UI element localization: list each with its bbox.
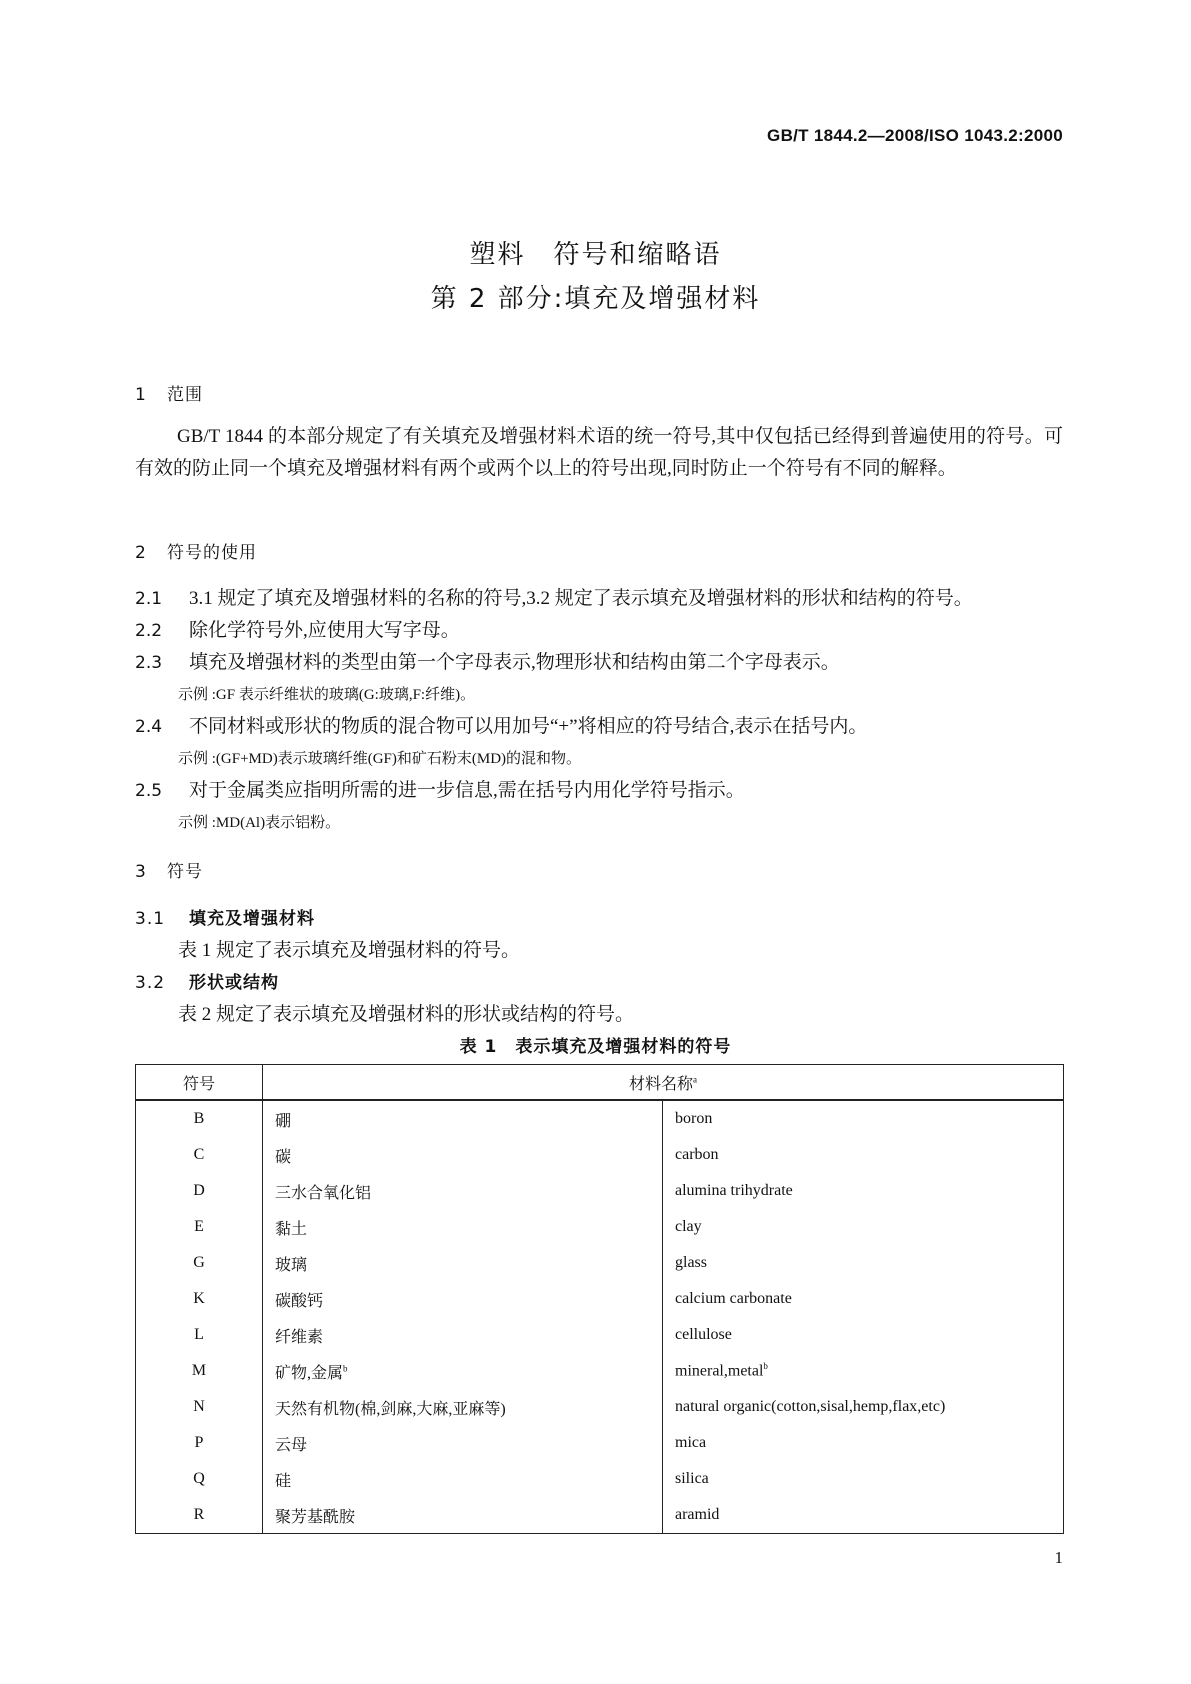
english-name-cell-text: silica: [675, 1470, 709, 1487]
symbol-cell-text: B: [193, 1110, 205, 1127]
chinese-name-cell-text: 碳: [275, 1148, 292, 1166]
chinese-name-cell-text: 碳酸钙: [275, 1292, 324, 1310]
table-1-caption: 表 1 表示填充及增强材料的符号: [459, 1037, 732, 1057]
subsection-title: 形状或结构: [189, 973, 279, 993]
symbol-cell-text: E: [194, 1218, 204, 1235]
english-name-cell-text: mica: [675, 1434, 707, 1451]
header-material-name: [263, 1065, 1064, 1101]
chinese-name-cell: [263, 1281, 663, 1317]
chinese-name-cell: [263, 1497, 663, 1534]
symbol-cell: [136, 1281, 263, 1317]
english-name-cell: [663, 1245, 1064, 1281]
scope-text: GB/T 1844 的本部分规定了有关填充及增强材料术语的统一符号,其中仅包括已经得到普遍使用的符号。可有效的防止同一个填充及增强材料有两个或两个以上的符号出现,同时防止一个符号有不同的解释。: [135, 426, 1063, 479]
symbol-cell-text: M: [191, 1362, 207, 1379]
page-number: 1: [1054, 1548, 1063, 1567]
section-title: 符号: [167, 862, 203, 882]
english-name-cell-text: calcium carbonate: [675, 1290, 792, 1307]
section-3-heading: [135, 857, 203, 882]
chinese-name-cell: [263, 1245, 663, 1281]
standard-number: GB/T 1844.2—2008/ISO 1043.2:2000: [767, 126, 1063, 145]
chinese-name-cell-text: 聚芳基酰胺: [275, 1508, 356, 1526]
symbol-cell: [136, 1425, 263, 1461]
english-name-cell-text: alumina trihydrate: [675, 1182, 793, 1199]
symbol-cell-text: L: [194, 1326, 204, 1343]
subsection-3-1-text: 表 1 规定了表示填充及增强材料的符号。: [178, 940, 521, 961]
symbol-cell-text: R: [193, 1506, 205, 1523]
english-name-cell: [663, 1497, 1064, 1534]
symbol-cell-text: N: [193, 1398, 205, 1415]
document-title: 塑料 符号和缩略语: [469, 240, 722, 270]
table-row: [136, 1281, 1064, 1317]
chinese-name-cell-text: 三水合氧化铝: [275, 1184, 372, 1202]
clause-number: 2.4: [135, 717, 163, 737]
document-subtitle: 第 2 部分:填充及增强材料: [430, 284, 761, 314]
section-1-heading: [135, 380, 203, 405]
clause-2-3: [135, 647, 840, 674]
subsection-3-1-heading: [135, 904, 315, 929]
english-name-cell-text: mineral,metal: [675, 1362, 764, 1380]
chinese-name-cell: [263, 1209, 663, 1245]
symbol-cell: [136, 1389, 263, 1425]
symbol-cell: [136, 1461, 263, 1497]
example-2-4: 示例 :(GF+MD)表示玻璃纤维(GF)和矿石粉末(MD)的混和物。: [178, 751, 582, 767]
subsection-number: 3.2: [135, 973, 166, 993]
symbol-cell: [136, 1137, 263, 1173]
symbol-cell: [136, 1209, 263, 1245]
table-row: [136, 1245, 1064, 1281]
footnote-marker: a: [693, 1074, 697, 1085]
table-1: [135, 1064, 1064, 1534]
section-number: 1: [135, 385, 147, 405]
chinese-name-cell-text: 硅: [275, 1472, 292, 1490]
symbol-cell-text: P: [194, 1434, 204, 1451]
clause-text: 填充及增强材料的类型由第一个字母表示,物理形状和结构由第二个字母表示。: [189, 652, 840, 673]
chinese-name-cell: [263, 1461, 663, 1497]
chinese-name-cell-text: 纤维素: [275, 1328, 324, 1346]
english-name-cell-text: carbon: [675, 1146, 719, 1163]
chinese-name-cell-text: 云母: [275, 1436, 308, 1454]
table-header-row: [136, 1065, 1064, 1101]
chinese-name-cell-text: 硼: [275, 1112, 292, 1130]
chinese-name-cell: [263, 1425, 663, 1461]
english-name-cell-text: cellulose: [675, 1326, 732, 1343]
section-number: 3: [135, 862, 147, 882]
symbol-cell: [136, 1173, 263, 1209]
english-name-cell-text: glass: [675, 1254, 707, 1271]
header-symbol: 符号: [136, 1065, 263, 1101]
table-row: [136, 1100, 1064, 1137]
table-row: [136, 1209, 1064, 1245]
clause-number: 2.5: [135, 781, 163, 801]
english-name-cell-text: aramid: [675, 1506, 720, 1523]
clause-number: 2.1: [135, 589, 163, 609]
clause-text: 对于金属类应指明所需的进一步信息,需在括号内用化学符号指示。: [189, 780, 745, 801]
chinese-name-cell: [263, 1137, 663, 1173]
symbol-cell: [136, 1353, 263, 1389]
table-row: [136, 1137, 1064, 1173]
table-row: [136, 1317, 1064, 1353]
table-row: [136, 1497, 1064, 1534]
chinese-name-cell-text: 黏土: [275, 1220, 308, 1238]
symbol-cell: [136, 1317, 263, 1353]
subsection-title: 填充及增强材料: [189, 909, 315, 929]
table-body: [136, 1100, 1064, 1534]
chinese-name-cell-text: 矿物,金属: [275, 1364, 344, 1382]
chinese-name-cell-text: 天然有机物(棉,剑麻,大麻,亚麻等): [275, 1400, 506, 1418]
footnote-marker: b: [343, 1363, 348, 1374]
symbol-cell-text: C: [193, 1146, 205, 1163]
symbol-cell-text: K: [193, 1290, 205, 1307]
clause-2-1: [135, 583, 973, 610]
table-row: [136, 1173, 1064, 1209]
chinese-name-cell: [263, 1100, 663, 1137]
chinese-name-cell: [263, 1353, 663, 1389]
english-name-cell-text: natural organic(cotton,sisal,hemp,flax,etc): [675, 1398, 946, 1415]
clause-text: 3.1 规定了填充及增强材料的名称的符号,3.2 规定了表示填充及增强材料的形状和结构的符号。: [189, 588, 973, 609]
table-row: [136, 1389, 1064, 1425]
clause-2-4: [135, 711, 867, 738]
footnote-marker: b: [763, 1361, 768, 1372]
clause-number: 2.2: [135, 621, 163, 641]
chinese-name-cell: [263, 1389, 663, 1425]
english-name-cell: [663, 1461, 1064, 1497]
english-name-cell: [663, 1173, 1064, 1209]
clause-2-2: [135, 615, 460, 642]
clause-2-5: [135, 775, 745, 802]
section-title: 符号的使用: [167, 543, 257, 563]
section-2-heading: [135, 538, 257, 563]
chinese-name-cell: [263, 1173, 663, 1209]
chinese-name-cell: [263, 1317, 663, 1353]
symbol-cell: [136, 1497, 263, 1534]
subsection-number: 3.1: [135, 909, 166, 929]
header-material-name-text: 材料名称: [628, 1075, 693, 1093]
symbol-cell-text: Q: [193, 1470, 205, 1487]
table-row: [136, 1461, 1064, 1497]
section-number: 2: [135, 543, 147, 563]
english-name-cell: [663, 1209, 1064, 1245]
symbol-cell: [136, 1245, 263, 1281]
english-name-cell: [663, 1100, 1064, 1137]
symbol-cell-text: G: [193, 1254, 205, 1271]
english-name-cell: [663, 1317, 1064, 1353]
table-row: [136, 1425, 1064, 1461]
clause-text: 不同材料或形状的物质的混合物可以用加号“+”将相应的符号结合,表示在括号内。: [189, 716, 868, 737]
english-name-cell: [663, 1281, 1064, 1317]
chinese-name-cell-text: 玻璃: [275, 1256, 308, 1274]
english-name-cell: [663, 1137, 1064, 1173]
english-name-cell: [663, 1425, 1064, 1461]
subsection-3-2-heading: [135, 968, 279, 993]
scope-paragraph: [135, 421, 1063, 485]
english-name-cell: [663, 1353, 1064, 1389]
example-2-3: 示例 :GF 表示纤维状的玻璃(G:玻璃,F:纤维)。: [178, 687, 476, 703]
symbol-cell: [136, 1100, 263, 1137]
section-title: 范围: [167, 385, 203, 405]
table-row: [136, 1353, 1064, 1389]
clause-text: 除化学符号外,应使用大写字母。: [189, 620, 460, 641]
subsection-3-2-text: 表 2 规定了表示填充及增强材料的形状或结构的符号。: [178, 1004, 635, 1025]
english-name-cell: [663, 1389, 1064, 1425]
english-name-cell-text: clay: [675, 1218, 702, 1235]
clause-number: 2.3: [135, 653, 163, 673]
english-name-cell-text: boron: [675, 1110, 713, 1127]
symbol-cell-text: D: [193, 1182, 205, 1199]
example-2-5: 示例 :MD(Al)表示铝粉。: [178, 815, 341, 831]
